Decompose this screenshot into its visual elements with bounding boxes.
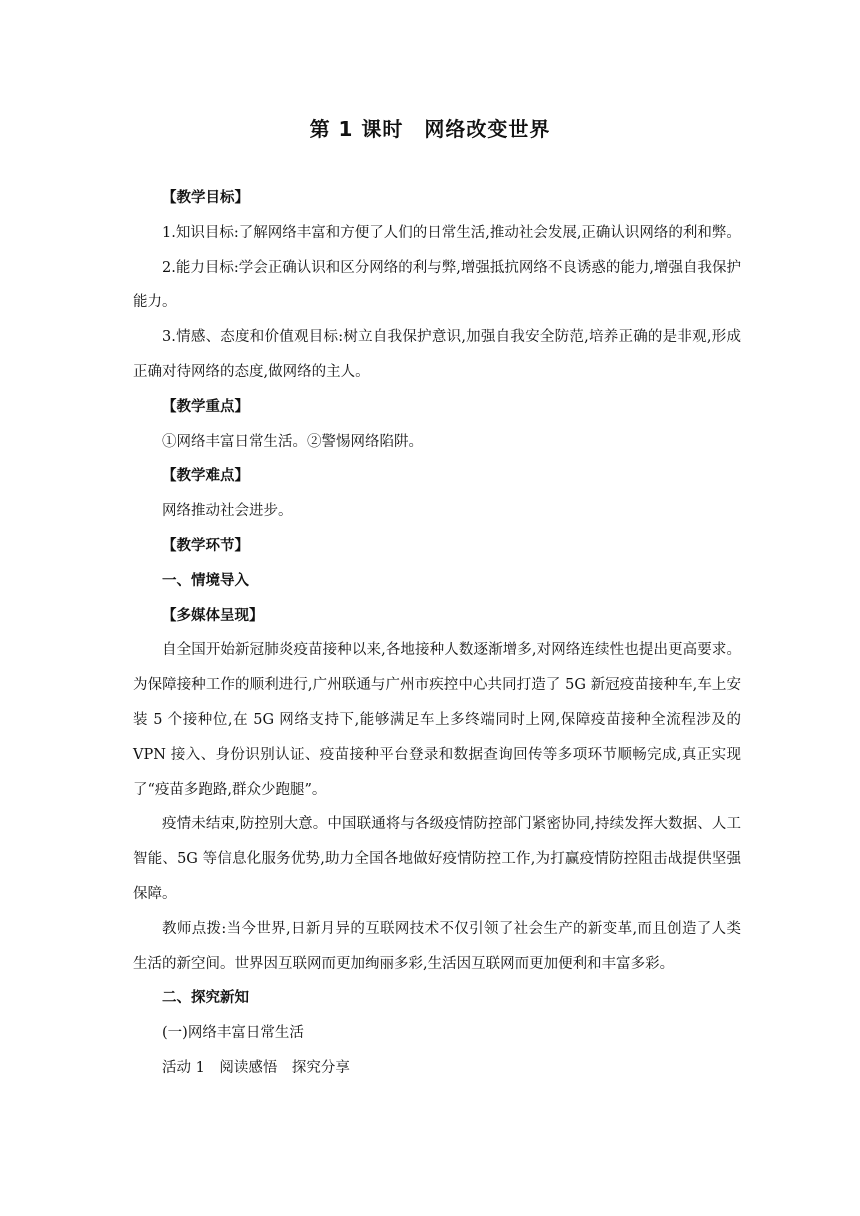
page-title: 第 1 课时 网络改变世界 [309, 117, 551, 141]
paragraph: 2.能力目标:学会正确认识和区分网络的利与弊,增强抵抗网络不良诱惑的能力,增强自我保护能力。 [133, 259, 741, 311]
paragraph: 教师点拨:当今世界,日新月异的互联网技术不仅引领了社会生产的新变革,而且创造了人类生活的新空间。世界因互联网而更加绚丽多彩,生活因互联网而更加便利和丰富多彩。 [133, 920, 741, 972]
paragraph: 疫情未结束,防控别大意。中国联通将与各级疫情防控部门紧密协同,持续发挥大数据、人工智能、5G 等信息化服务优势,助力全国各地做好疫情防控工作,为打赢疫情防控阻击战提供坚强保障。 [133, 816, 741, 902]
paragraph: 3.情感、态度和价值观目标:树立自我保护意识,加强自我安全防范,培养正确的是非观,形成正确对待网络的态度,做网络的主人。 [133, 329, 741, 380]
section-heading: 【多媒体呈现】 [162, 607, 264, 624]
paragraph: (一)网络丰富日常生活 [162, 1025, 304, 1042]
section-heading: 【教学难点】 [162, 468, 249, 485]
section-heading: 二、探究新知 [162, 990, 249, 1007]
paragraph: 自全国开始新冠肺炎疫苗接种以来,各地接种人数逐渐增多,对网络连续性也提出更高要求。为保障接种工作的顺利进行,广州联通与广州市疾控中心共同打造了 5G 新冠疫苗接种车,车上安装 5 个接种位,在 5G 网络支持下,能够满足车上多终端同时上网,保障疫苗接种全流程涉及的 VPN 接入、身份识别认证、疫苗接种平台登录和数据查询回传等多项环节顺畅完成,真正实现了“疫苗多跑路,群众少跑腿”。 [133, 642, 741, 798]
section-heading: 一、情境导入 [162, 572, 249, 589]
section-heading: 【教学环节】 [162, 537, 249, 554]
document-body [133, 181, 741, 1086]
section-heading: 【教学重点】 [162, 398, 249, 415]
paragraph: 活动 1 阅读感悟 探究分享 [162, 1059, 350, 1076]
paragraph: ①网络丰富日常生活。②警惕网络陷阱。 [162, 433, 423, 450]
section-heading: 【教学目标】 [162, 190, 249, 206]
paragraph: 网络推动社会进步。 [162, 503, 293, 520]
paragraph: 1.知识目标:了解网络丰富和方便了人们的日常生活,推动社会发展,正确认识网络的利和弊。 [162, 224, 741, 241]
